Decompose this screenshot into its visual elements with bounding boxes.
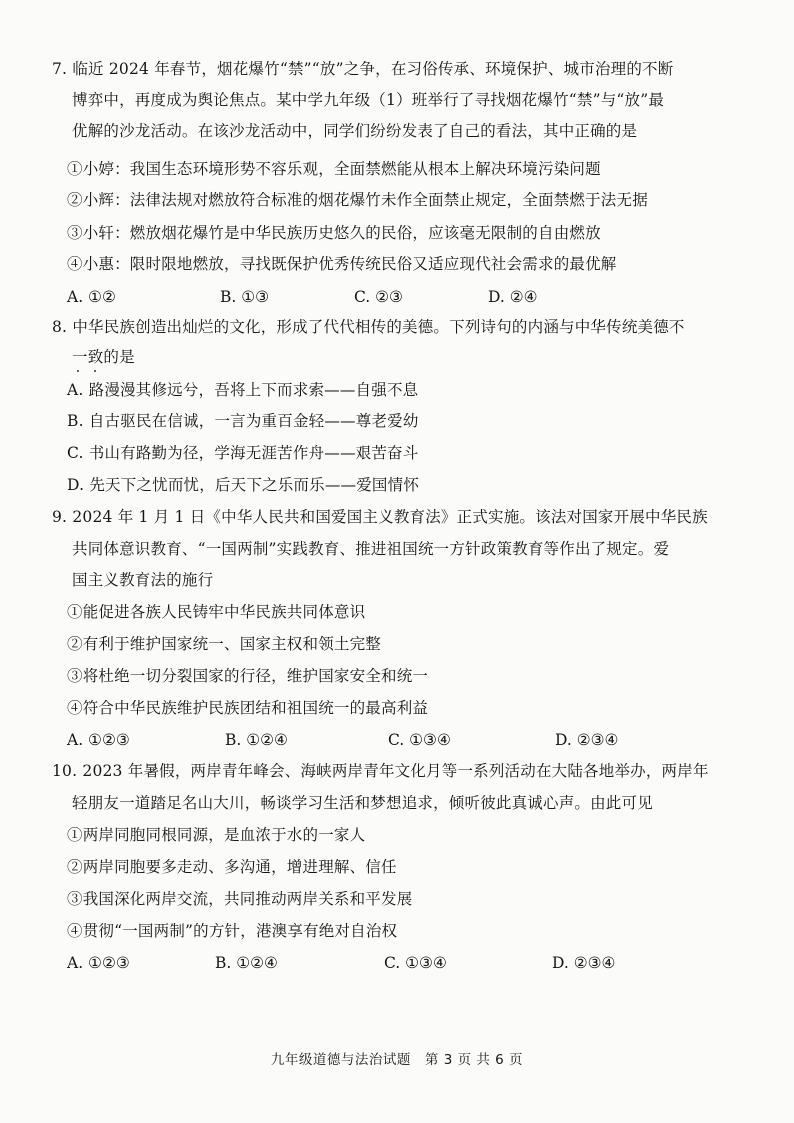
question-7-item-2: ②小辉：法律法规对燃放符合标准的烟花爆竹未作全面禁止规定，全面禁燃于法无据 — [67, 191, 648, 209]
question-9-item-4: ④符合中华民族维护民族团结和祖国统一的最高利益 — [67, 699, 429, 717]
question-10-option-a: A. ①②③ — [67, 954, 130, 972]
question-9-option-d: D. ②③④ — [555, 731, 619, 749]
question-9-item-2: ②有利于维护国家统一、国家主权和领土完整 — [67, 635, 382, 653]
question-10-stem-line-1: 10. 2023 年暑假，两岸青年峰会、海峡两岸青年文化月等一系列活动在大陆各地举办，两岸年 — [52, 762, 709, 780]
question-9-option-c: C. ①③④ — [388, 731, 451, 749]
question-7-stem-line-2: 博弈中，再度成为舆论焦点。某中学九年级（1）班举行了寻找烟花爆竹“禁”与“放”最 — [72, 91, 665, 109]
question-8-stem-line-1: 8. 中华民族创造出灿烂的文化，形成了代代相传的美德。下列诗句的内涵与中华传统美德不 — [52, 318, 685, 336]
question-9-stem-line-2: 共同体意识教育、“一国两制”实践教育、推进祖国统一方针政策教育等作出了规定。爱 — [72, 540, 670, 558]
page-footer: 九年级道德与法治试题 第 3 页 共 6 页 — [270, 1052, 524, 1068]
question-10-item-3: ③我国深化两岸交流，共同推动两岸关系和平发展 — [67, 890, 413, 908]
question-9-item-1: ①能促进各族人民铸牢中华民族共同体意识 — [67, 603, 366, 621]
question-8-option-a: A. 路漫漫其修远兮，吾将上下而求索——自强不息 — [67, 381, 419, 399]
question-9-option-a: A. ①②③ — [67, 731, 130, 749]
question-9-options — [67, 729, 727, 751]
emphasis-dot — [77, 370, 79, 372]
question-8-option-b: B. 自古驱民在信诚，一言为重百金轻——尊老爱幼 — [67, 412, 419, 430]
question-7-item-4: ④小惠：限时限地燃放，寻找既保护优秀传统民俗又适应现代社会需求的最优解 — [67, 255, 617, 273]
question-10-item-4: ④贯彻“一国两制”的方针，港澳享有绝对自治权 — [67, 922, 398, 940]
question-10-option-b: B. ①②④ — [215, 954, 278, 972]
question-7-option-b: B. ①③ — [220, 288, 270, 306]
question-7-options — [67, 286, 727, 308]
question-9-item-3: ③将杜绝一切分裂国家的行径，维护国家安全和统一 — [67, 667, 429, 685]
emphasis-dot — [94, 370, 96, 372]
question-10-item-2: ②两岸同胞要多走动、多沟通，增进理解、信任 — [67, 858, 397, 876]
question-7-item-1: ①小婷：我国生态环境形势不容乐观，全面禁燃能从根本上解决环境污染问题 — [67, 160, 601, 178]
question-8-stem-line-2: 一致的是 — [72, 348, 135, 366]
question-7-item-3: ③小轩：燃放烟花爆竹是中华民族历史悠久的民俗，应该毫无限制的自由燃放 — [67, 224, 601, 242]
question-10-options — [67, 952, 727, 974]
question-9-option-b: B. ①②④ — [225, 731, 288, 749]
question-10-item-1: ①两岸同胞同根同源，是血浓于水的一家人 — [67, 826, 366, 844]
question-8-option-d: D. 先天下之忧而忧，后天下之乐而乐——爱国情怀 — [67, 476, 420, 494]
question-7-option-a: A. ①② — [67, 288, 116, 306]
question-10-option-d: D. ②③④ — [552, 954, 616, 972]
question-7-stem-line-3: 优解的沙龙活动。在该沙龙活动中，同学们纷纷发表了自己的看法，其中正确的是 — [72, 122, 638, 140]
question-10-option-c: C. ①③④ — [384, 954, 447, 972]
question-7-stem-line-1: 7. 临近 2024 年春节，烟花爆竹“禁”“放”之争，在习俗传承、环境保护、城市治理的不断 — [52, 60, 674, 78]
question-9-stem-line-1: 9. 2024 年 1 月 1 日《中华人民共和国爱国主义教育法》正式实施。该法对国家开展中华民族 — [52, 508, 708, 526]
question-7-option-d: D. ②④ — [488, 288, 538, 306]
question-10-stem-line-2: 轻朋友一道踏足名山大川，畅谈学习生活和梦想追求，倾听彼此真诚心声。由此可见 — [72, 794, 653, 812]
question-9-stem-line-3: 国主义教育法的施行 — [72, 571, 214, 589]
question-8-option-c: C. 书山有路勤为径，学海无涯苦作舟——艰苦奋斗 — [67, 444, 419, 462]
question-7-option-c: C. ②③ — [354, 288, 403, 306]
